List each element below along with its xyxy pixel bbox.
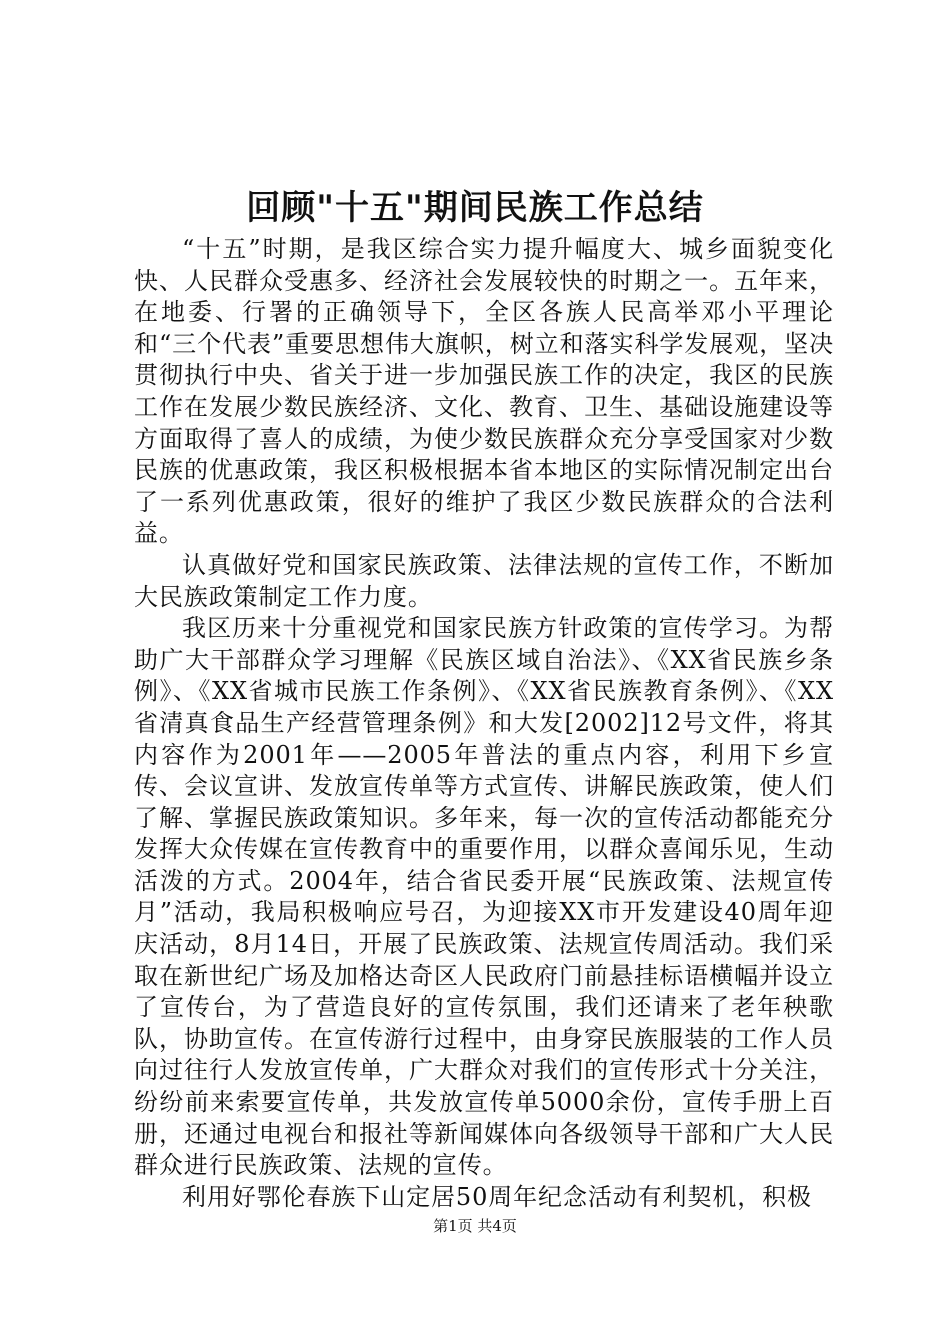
document-title: 回顾"十五"期间民族工作总结 — [246, 188, 704, 228]
paragraph-heading-propaganda: 认真做好党和国家民族政策、法律法规的宣传工作，不断加大民族政策制定工作力度。 — [134, 550, 834, 611]
document-body — [134, 234, 834, 1213]
paragraph-propaganda-details: 我区历来十分重视党和国家民族方针政策的宣传学习。为帮助广大干部群众学习理解《民族区域自治法》、《XX省民族乡条例》、《XX省城市民族工作条例》、《XX省民族教育条例》、《XX省清真食品生产经营管理条例》和大发[2002]12号文件，将其内容作为2001年——2005年普法的重点内容，利用下乡宣传、会议宣讲、发放宣传单等方式宣传、讲解民族政策，使人们了解、掌握民族政策知识。多年来，每一次的宣传活动都能充分发挥大众传媒在宣传教育中的重要作用，以群众喜闻乐见，生动活泼的方式。2004年，结合省民委开展“民族政策、法规宣传月”活动，我局积极响应号召，为迎接XX市开发建设40周年迎庆活动，8月14日，开展了民族政策、法规宣传周活动。我们采取在新世纪广场及加格达奇区人民政府门前悬挂标语横幅并设立了宣传台，为了营造良好的宣传氛围，我们还请来了老年秧歌队，协助宣传。在宣传游行过程中，由身穿民族服装的工作人员向过往行人发放宣传单，广大群众对我们的宣传形式十分关注，纷纷前来索要宣传单，共发放宣传单5000余份，宣传手册上百册，还通过电视台和报社等新闻媒体向各级领导干部和广大人民群众进行民族政策、法规的宣传。 — [134, 614, 834, 1180]
page-number-footer: 第1页 共4页 — [433, 1217, 517, 1235]
paragraph-intro: “十五”时期，是我区综合实力提升幅度大、城乡面貌变化快、人民群众受惠多、经济社会发展较快的时期之一。五年来，在地委、行署的正确领导下，全区各族人民高举邓小平理论和“三个代表”重要思想伟大旗帜，树立和落实科学发展观，坚决贯彻执行中央、省关于进一步加强民族工作的决定，我区的民族工作在发展少数民族经济、文化、教育、卫生、基础设施建设等方面取得了喜人的成绩，为使少数民族群众充分享受国家对少数民族的优惠政策，我区积极根据本省本地区的实际情况制定出台了一系列优惠政策，很好的维护了我区少数民族群众的合法利益。 — [134, 235, 834, 548]
paragraph-oroqen-anniversary: 利用好鄂伦春族下山定居50周年纪念活动有利契机，积极 — [182, 1182, 812, 1211]
